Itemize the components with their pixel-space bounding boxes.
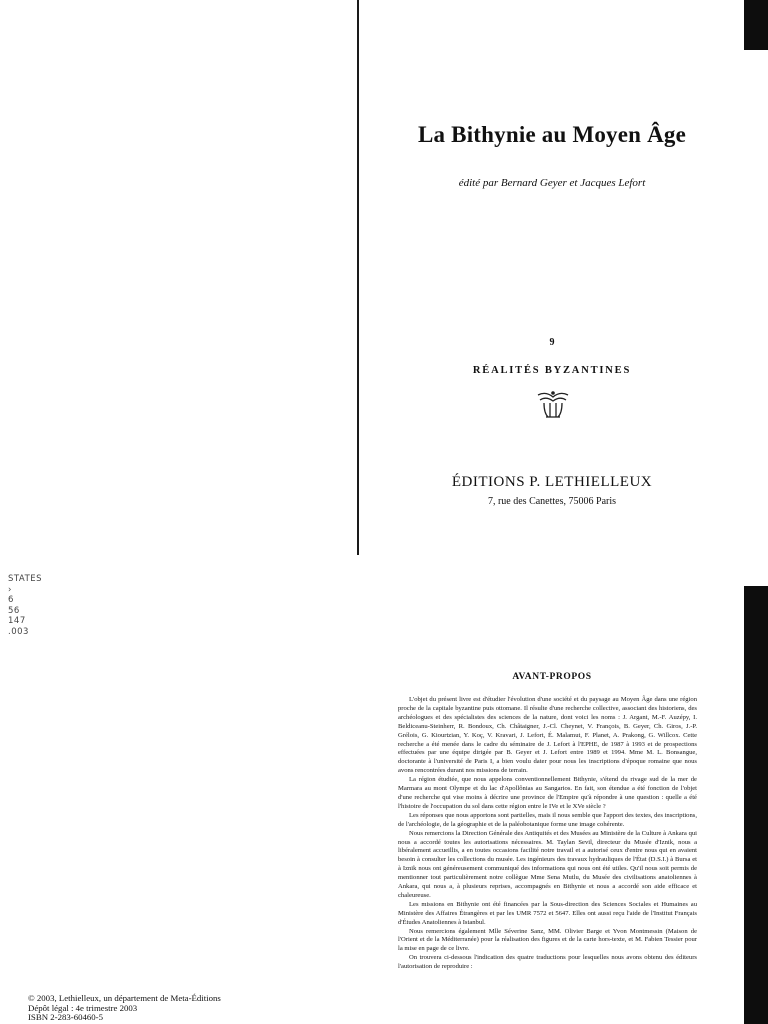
publisher-name: ÉDITIONS P. LETHIELLEUX (451, 474, 653, 490)
handwritten-call-number (8, 574, 42, 637)
foreword-paragraph: L'objet du présent livre est d'étudier l'évolution d'une société et du paysage au Moyen Âge dans une région proche de la capitale byzantine puis ottomane. Il résulte d'une recherche collective, associant des historiens, des archéologues et des spécialistes des sciences de la nature, dont voici les noms : J. Argant, M.-F. Auzépy, I. Beldiceanu-Steinherr, R. Bondoux, Ch. Châtaigner, J.-Cl. Cheynet, V. François, B. Geyer, Ch. Giros, J.-P. Grélois, G. Kiourtzian, Y. Koç, V. Kravari, J. Lefort, É. Malamut, F. Planet, A. Prakong, G. Willcox. Cette recherche a été menée dans le cadre du séminaire de J. Lefort à l'EPHE, de 1987 à 1993 et de prospections effectuées par une équipe dirigée par B. Geyer et J. Lefort entre 1989 et 1994. Mme M. L. Bonsangue, doctorante à l'université de Paris I, a bien voulu dater pour nous les inscriptions d'époque romaine que nous avons rencontrées durant nos missions de terrain. (398, 696, 697, 775)
series-number: 9 (549, 337, 555, 348)
title-page (360, 0, 744, 555)
handnote-line: 56 (8, 605, 20, 616)
series-name: RÉALITÉS BYZANTINES (472, 365, 632, 376)
isbn-line: ISBN 2-283-60460-5 (28, 1012, 104, 1023)
editors-line: édité par Bernard Geyer et Jacques Lefort (458, 177, 646, 189)
handnote-line: › (8, 584, 12, 595)
lily-ornament-icon (536, 389, 570, 419)
foreword-paragraph: On trouvera ci-dessous l'indication des quatre traductions pour lesquelles nous avons obtenu des éditeurs l'autorisation de reproduire : (398, 954, 697, 971)
legal-deposit-line: Dépôt légal : 4e trimestre 2003 (28, 1002, 138, 1013)
scan-edge-shadow-lower (744, 586, 768, 1024)
page-gap (0, 555, 768, 586)
handnote-line: STATES (8, 574, 43, 584)
handnote-line: 147 (8, 616, 26, 626)
foreword-heading: AVANT-PROPOS (512, 672, 592, 682)
page-divider-line (357, 0, 359, 555)
foreword-page (360, 586, 744, 1024)
copyright-block (28, 994, 221, 1023)
foreword-paragraph: Nous remercions également Mlle Séverine Sanz, MM. Olivier Barge et Yvon Montmessin (Maison de l'Orient et de la Méditerranée) pour la réalisation des figures et de la carte hors-texte, et M. Fabien Tessier pour la mise en page de ce livre. (398, 927, 697, 953)
foreword-body (398, 696, 697, 972)
foreword-paragraph: Nous remercions la Direction Générale des Antiquités et des Musées au Ministère de la Culture à Ankara qui nous a accordé toutes les autorisations nécessaires. M. Taylan Sevil, directeur du Musée d'Iznik, nous a libéralement accueillis, a en toutes occasions facilité notre travail et a autorisé ceux d'entre nous qui en avaient besoin à consulter les collections du musée. Les ingénieurs des travaux hydrauliques de l'État (D.S.I.) à Bursa et à Iznik nous ont généreusement communiqué des informations qui nous ont été utiles. Qu'il nous soit permis de mentionner tout particulièrement notre collègue Mme Sena Mutlu, du Musée des civilisations anatoliennes à Ankara, qui nous a, à plusieurs reprises, accompagnés en Bithynie et nous a accordé son aide efficace et chaleureuse. (398, 829, 697, 899)
foreword-paragraph: Les missions en Bithynie ont été financées par la Sous-direction des Sciences Sociales et Humaines au Ministère des Affaires Étrangères et par les UMR 7572 et 5647. Elles ont aussi reçu l'aide de l'Institut Français d'Études Anatoliennes à Istanbul. (398, 900, 697, 926)
scan-edge-shadow (744, 0, 768, 50)
foreword-paragraph: La région étudiée, que nous appelons conventionnellement Bithynie, s'étend du rivage sud de la mer de Marmara au mont Olympe et du lac d'Apollônias au Sangarios. En fait, son étendue a été fonction de l'objet d'une recherche qui vise moins à décrire une province de l'Empire qu'à répondre à une question : quelle a été l'histoire de l'occupation du sol dans cette région entre le IVe et le XVe siècle ? (398, 776, 697, 810)
copyright-line: © 2003, Lethielleux, un département de Meta-Éditions (28, 993, 221, 1003)
publisher-address: 7, rue des Canettes, 75006 Paris (487, 496, 617, 507)
foreword-paragraph: Les réponses que nous apportons sont partielles, mais il nous semble que l'apport des textes, des inscriptions, de l'archéologie, de la géographie et de la paléobotanique forme une image cohérente. (398, 811, 697, 828)
book-title: La Bithynie au Moyen Âge (417, 122, 687, 147)
handnote-line: .003 (8, 626, 29, 637)
handnote-line: 6 (8, 595, 14, 605)
